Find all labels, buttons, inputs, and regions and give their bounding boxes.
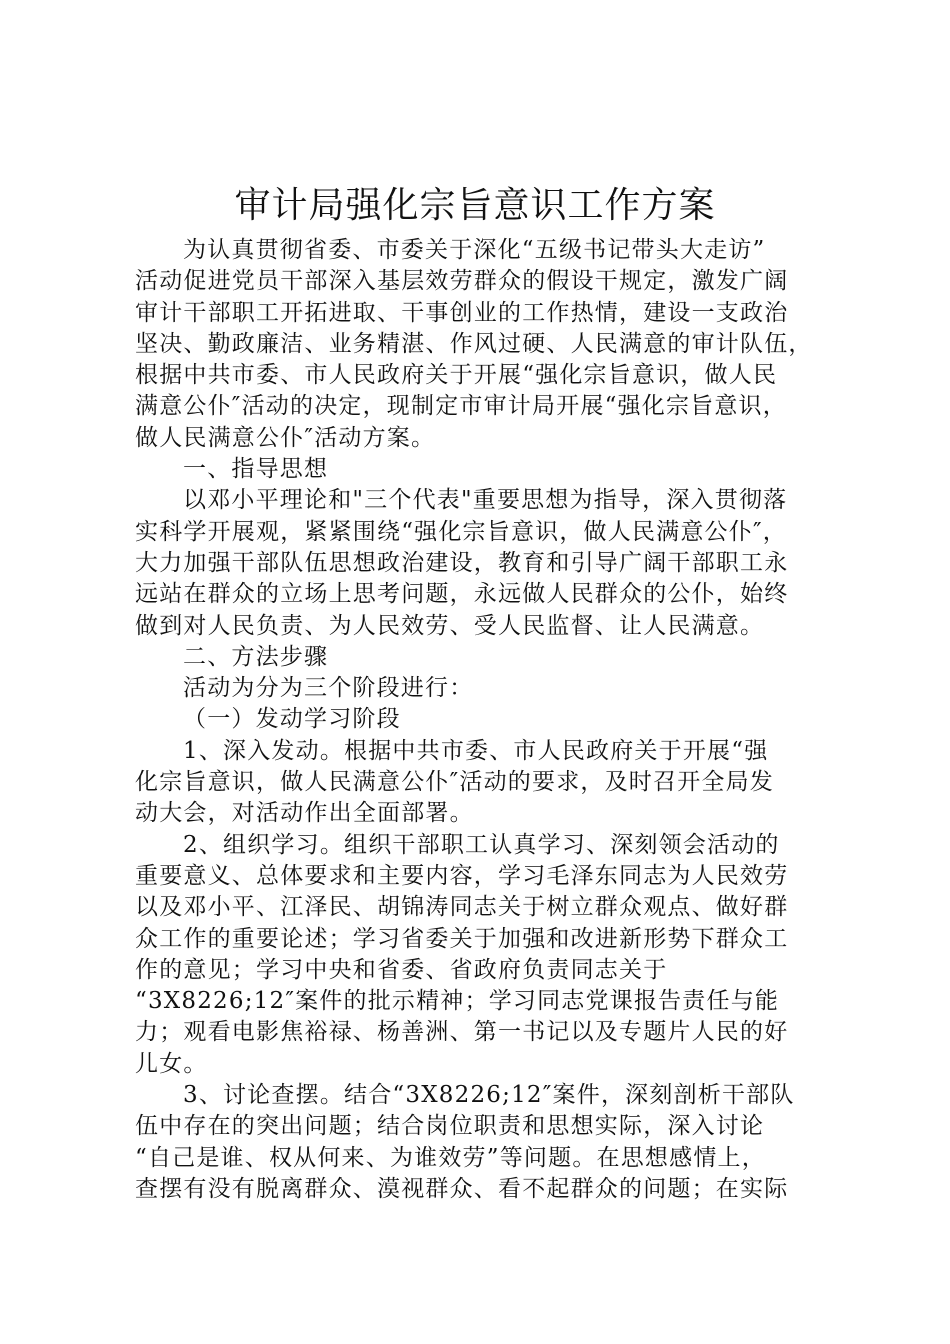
paragraph-line: 2、组织学习。组织干部职工认真学习、深刻领会活动的 bbox=[183, 831, 780, 858]
paragraph-line: 3、讨论查摆。结合“3X8226;12″案件，深刻剖析干部队 bbox=[183, 1082, 795, 1109]
paragraph-line: 做到对人民负责、为人民效劳、受人民监督、让人民满意。 bbox=[135, 612, 765, 639]
paragraph-line: 重要意义、总体要求和主要内容，学习毛泽东同志为人民效劳 bbox=[135, 862, 789, 889]
section-heading: 二、方法步骤 bbox=[183, 643, 329, 670]
paragraph-line: 为认真贯彻省委、市委关于深化“五级书记带头大走访” bbox=[183, 237, 766, 263]
paragraph-line: 审计干部职工开拓进取、干事创业的工作热情，建设一支政治 bbox=[135, 299, 789, 326]
paragraph-line: 远站在群众的立场上思考问题，永远做人民群众的公仆，始终 bbox=[135, 581, 789, 608]
subsection-heading: （一）发动学习阶段 bbox=[183, 706, 401, 733]
paragraph-line: 作的意见；学习中央和省委、省政府负责同志关于 bbox=[135, 956, 668, 983]
section-heading: 一、指导思想 bbox=[183, 456, 329, 483]
paragraph-line: 根据中共市委、市人民政府关于开展“强化宗旨意识，做人民 bbox=[135, 362, 778, 389]
paragraph-line: 伍中存在的突出问题；结合岗位职责和思想实际，深入讨论 bbox=[135, 1113, 765, 1140]
paragraph-line: 查摆有没有脱离群众、漠视群众、看不起群众的问题；在实际 bbox=[135, 1175, 789, 1202]
paragraph-line: 力；观看电影焦裕禄、杨善洲、第一书记以及专题片人民的好 bbox=[135, 1019, 789, 1046]
document-title: 审计局强化宗旨意识工作方案 bbox=[234, 185, 716, 226]
paragraph-line: 活动为分为三个阶段进行： bbox=[183, 675, 474, 702]
paragraph-line: 实科学开展观，紧紧围绕“强化宗旨意识，做人民满意公仆″， bbox=[135, 518, 787, 545]
paragraph-line: “自己是谁、权从何来、为谁效劳”等问题。在思想感情上， bbox=[135, 1144, 766, 1171]
paragraph-line: 坚决、勤政廉洁、业务精湛、作风过硬、人民满意的审计队伍， bbox=[135, 330, 813, 357]
paragraph-line: 以及邓小平、江泽民、胡锦涛同志关于树立群众观点、做好群 bbox=[135, 894, 789, 921]
paragraph-line: 儿女。 bbox=[135, 1050, 208, 1077]
paragraph-line: 以邓小平理论和"三个代表"重要思想为指导，深入贯彻落 bbox=[183, 487, 788, 514]
document-body bbox=[135, 235, 835, 1205]
paragraph-line: 大力加强干部队伍思想政治建设，教育和引导广阔干部职工永 bbox=[135, 549, 789, 576]
paragraph-line: 化宗旨意识，做人民满意公仆″活动的要求，及时召开全局发 bbox=[135, 769, 774, 796]
paragraph-line: 活动促进党员干部深入基层效劳群众的假设干规定，激发广阔 bbox=[135, 268, 789, 295]
paragraph-line: 满意公仆″活动的决定，现制定市审计局开展“强化宗旨意识， bbox=[135, 393, 787, 420]
paragraph-line: “3X8226;12″案件的批示精神；学习同志党课报告责任与能 bbox=[135, 988, 780, 1015]
paragraph-line: 1、深入发动。根据中共市委、市人民政府关于开展“强 bbox=[183, 737, 769, 764]
paragraph-line: 众工作的重要论述；学习省委关于加强和改进新形势下群众工 bbox=[135, 925, 789, 952]
paragraph-line: 动大会，对活动作出全面部署。 bbox=[135, 800, 474, 827]
paragraph-line: 做人民满意公仆″活动方案。 bbox=[135, 424, 436, 451]
